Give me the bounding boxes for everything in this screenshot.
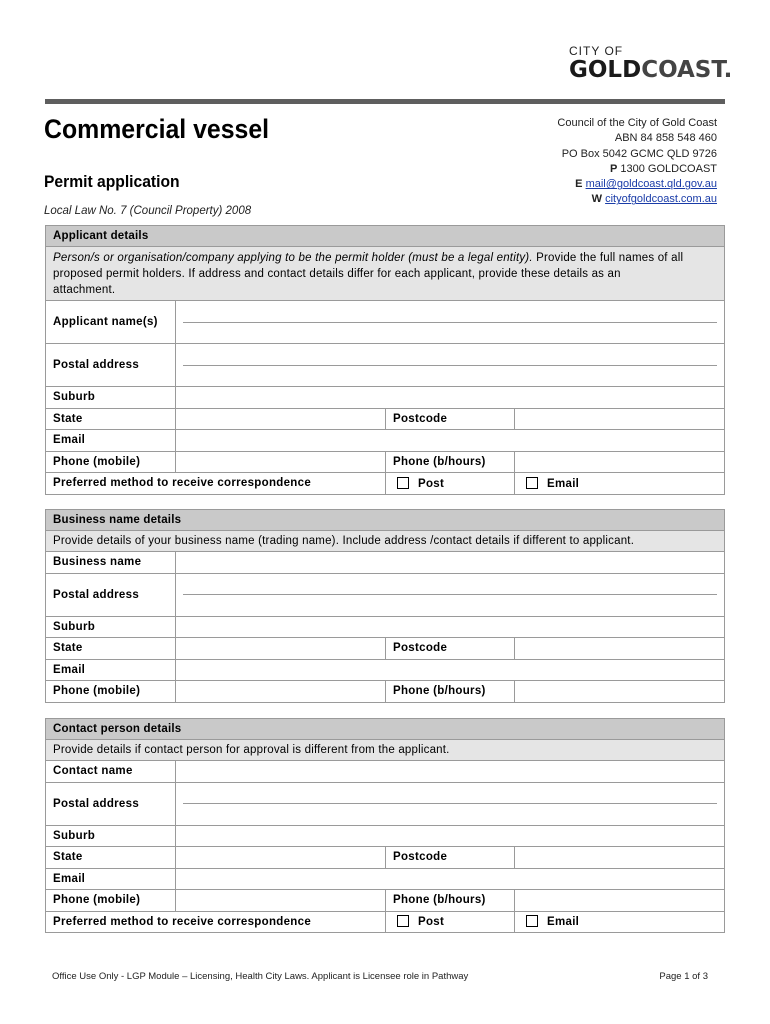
contact-suburb-label: Suburb bbox=[46, 825, 176, 847]
checkbox-icon[interactable] bbox=[397, 477, 409, 489]
applicant-heading: Applicant details bbox=[46, 226, 725, 247]
contact-postal-field[interactable] bbox=[176, 782, 725, 825]
applicant-postal-label: Postal address bbox=[46, 344, 176, 387]
business-phone-hours-label: Phone (b/hours) bbox=[386, 681, 515, 703]
business-suburb-field[interactable] bbox=[176, 616, 725, 638]
city-logo bbox=[569, 44, 733, 83]
council-web-link[interactable]: cityofgoldcoast.com.au bbox=[605, 193, 717, 206]
council-email-link[interactable]: mail@goldcoast.qld.gov.au bbox=[585, 178, 717, 191]
contact-phone-hours-label: Phone (b/hours) bbox=[386, 890, 515, 912]
applicant-phone-hours-label: Phone (b/hours) bbox=[386, 451, 515, 473]
business-heading: Business name details bbox=[46, 510, 725, 531]
contact-postcode-field[interactable] bbox=[515, 847, 725, 869]
contact-name-field[interactable] bbox=[176, 761, 725, 783]
logo-line1: CITY OF bbox=[569, 44, 624, 58]
contact-post-option[interactable]: Post bbox=[386, 911, 515, 933]
local-law: Local Law No. 7 (Council Property) 2008 bbox=[44, 205, 252, 217]
applicant-email-option[interactable]: Email bbox=[515, 473, 725, 495]
contact-phone-mobile-field[interactable] bbox=[176, 890, 386, 912]
council-abn: ABN 84 858 548 460 bbox=[614, 132, 717, 145]
business-postal-field[interactable] bbox=[176, 573, 725, 616]
business-name-field[interactable] bbox=[176, 552, 725, 574]
contact-email-label: Email bbox=[46, 868, 176, 890]
contact-phone-hours-field[interactable] bbox=[515, 890, 725, 912]
council-web: W cityofgoldcoast.com.au bbox=[591, 193, 717, 206]
council-phone: P 1300 GOLDCOAST bbox=[610, 162, 717, 175]
council-name: Council of the City of Gold Coast bbox=[557, 117, 717, 129]
page-number: Page 1 of 3 bbox=[659, 971, 708, 982]
business-description: Provide details of your business name (trading name). Include address /contact details if different to applicant. bbox=[46, 531, 725, 552]
contact-postal-label: Postal address bbox=[46, 782, 176, 825]
applicant-phone-mobile-label: Phone (mobile) bbox=[46, 451, 176, 473]
applicant-post-option[interactable]: Post bbox=[386, 473, 515, 495]
applicant-state-label: State bbox=[46, 408, 176, 430]
applicant-postal-field[interactable] bbox=[176, 344, 725, 387]
council-contact-block bbox=[557, 116, 717, 208]
business-postal-label: Postal address bbox=[46, 573, 176, 616]
applicant-email-label: Email bbox=[46, 430, 176, 452]
applicant-names-field[interactable] bbox=[176, 301, 725, 344]
contact-phone-mobile-label: Phone (mobile) bbox=[46, 890, 176, 912]
contact-preferred-label: Preferred method to receive correspondence bbox=[46, 911, 386, 933]
applicant-names-label: Applicant name(s) bbox=[46, 301, 176, 344]
checkbox-icon[interactable] bbox=[397, 915, 409, 927]
checkbox-icon[interactable] bbox=[526, 477, 538, 489]
business-suburb-label: Suburb bbox=[46, 616, 176, 638]
contact-details-table bbox=[45, 718, 725, 933]
header-divider bbox=[45, 99, 725, 104]
business-email-label: Email bbox=[46, 659, 176, 681]
applicant-phone-hours-field[interactable] bbox=[515, 451, 725, 473]
contact-heading: Contact person details bbox=[46, 719, 725, 740]
contact-description: Provide details if contact person for approval is different from the applicant. bbox=[46, 740, 725, 761]
contact-email-field[interactable] bbox=[176, 868, 725, 890]
contact-suburb-field[interactable] bbox=[176, 825, 725, 847]
business-details-table bbox=[45, 509, 725, 703]
applicant-postcode-label: Postcode bbox=[386, 408, 515, 430]
applicant-postcode-field[interactable] bbox=[515, 408, 725, 430]
business-name-label: Business name bbox=[46, 552, 176, 574]
contact-email-option[interactable]: Email bbox=[515, 911, 725, 933]
business-postcode-label: Postcode bbox=[386, 638, 515, 660]
business-state-field[interactable] bbox=[176, 638, 386, 660]
page-title: Commercial vessel bbox=[44, 114, 270, 144]
contact-name-label: Contact name bbox=[46, 761, 176, 783]
applicant-phone-mobile-field[interactable] bbox=[176, 451, 386, 473]
checkbox-icon[interactable] bbox=[526, 915, 538, 927]
logo-line2: GOLDCOAST. bbox=[569, 57, 733, 83]
contact-state-field[interactable] bbox=[176, 847, 386, 869]
business-state-label: State bbox=[46, 638, 176, 660]
contact-state-label: State bbox=[46, 847, 176, 869]
business-phone-mobile-label: Phone (mobile) bbox=[46, 681, 176, 703]
applicant-suburb-label: Suburb bbox=[46, 387, 176, 409]
business-postcode-field[interactable] bbox=[515, 638, 725, 660]
applicant-description: Person/s or organisation/company applying to be the permit holder (must be a legal entity). Provide the full names of all proposed permit holders. If address and contact details differ for each applicant, provide these details as an attachment. bbox=[46, 247, 725, 301]
applicant-preferred-label: Preferred method to receive correspondence bbox=[46, 473, 386, 495]
council-email: E mail@goldcoast.qld.gov.au bbox=[575, 178, 717, 191]
applicant-details-table bbox=[45, 225, 725, 495]
contact-postcode-label: Postcode bbox=[386, 847, 515, 869]
office-use-note: Office Use Only - LGP Module – Licensing, Health City Laws. Applicant is Licensee role in Pathway bbox=[52, 971, 469, 982]
applicant-email-field[interactable] bbox=[176, 430, 725, 452]
council-po-box: PO Box 5042 GCMC QLD 9726 bbox=[561, 147, 717, 160]
business-phone-mobile-field[interactable] bbox=[176, 681, 386, 703]
applicant-suburb-field[interactable] bbox=[176, 387, 725, 409]
applicant-state-field[interactable] bbox=[176, 408, 386, 430]
page-subtitle: Permit application bbox=[44, 172, 180, 191]
business-phone-hours-field[interactable] bbox=[515, 681, 725, 703]
business-email-field[interactable] bbox=[176, 659, 725, 681]
